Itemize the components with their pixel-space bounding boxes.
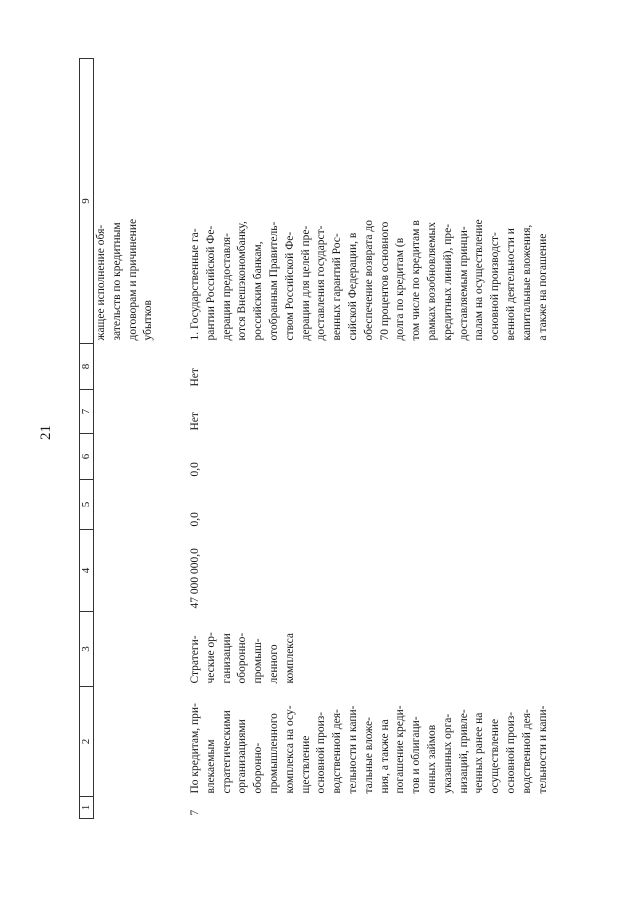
header-col-3: 3 [80, 612, 94, 687]
header-col-6: 6 [80, 434, 94, 480]
header-col-9: 9 [80, 59, 94, 344]
row-col-8: Нет [189, 368, 201, 387]
document-table-page [79, 59, 567, 819]
row-amount: 47 000 000,0 [189, 548, 201, 609]
row-col-7: Нет [189, 412, 201, 431]
row-col-6: 0,0 [189, 462, 201, 477]
row-category: Стратеги- ческие ор- ганизации оборонно- промыш- ленного комплекса [189, 632, 296, 684]
row-col-5: 0,0 [189, 512, 201, 527]
row-description: По кредитам, при- влекаемым стратегическими организациями оборонно- промышленного комплекса на осу- ществление основной произ- водственной дея- тельности и капи- тальные вложе- ния, а также на погашение креди- тов и облигаци- онных займов указанных орга- низаций, привле- ченных ранее на осуществление основной произ- водственной дея- тельности и капи- [189, 703, 549, 794]
continuation-row [94, 59, 189, 819]
header-col-8: 8 [80, 344, 94, 390]
header-col-4: 4 [80, 530, 94, 612]
header-row [80, 59, 94, 819]
header-col-1: 1 [80, 797, 94, 819]
row-number: 7 [189, 809, 201, 816]
guarantee-table [79, 58, 551, 819]
table-row [188, 59, 551, 819]
header-col-7: 7 [80, 390, 94, 434]
page-number: 21 [38, 425, 54, 440]
header-col-2: 2 [80, 687, 94, 797]
header-col-5: 5 [80, 480, 94, 530]
row-conditions: 1. Государственные га- рантии Российской Фе- дерации предоставля- ются Внешэкономбанку, российским банкам, отобранным Правитель- ством Российской Фе- дерации для целей пре- доставления государст- венных гарантий Рос- сийской Федерации, в обеспечение возврата до 70 процентов основного долга по кредитам (в том числе по кредитам в рамках возобновляемых кредитных линий), пре- доставляемым принци- палам на осуществление основной производст- венной деятельности и капитальные вложения, а также на погашение [189, 219, 549, 341]
continuation-text: жащее исполнение обя- зательств по кредитным договорам и причинение убытков [95, 218, 155, 341]
